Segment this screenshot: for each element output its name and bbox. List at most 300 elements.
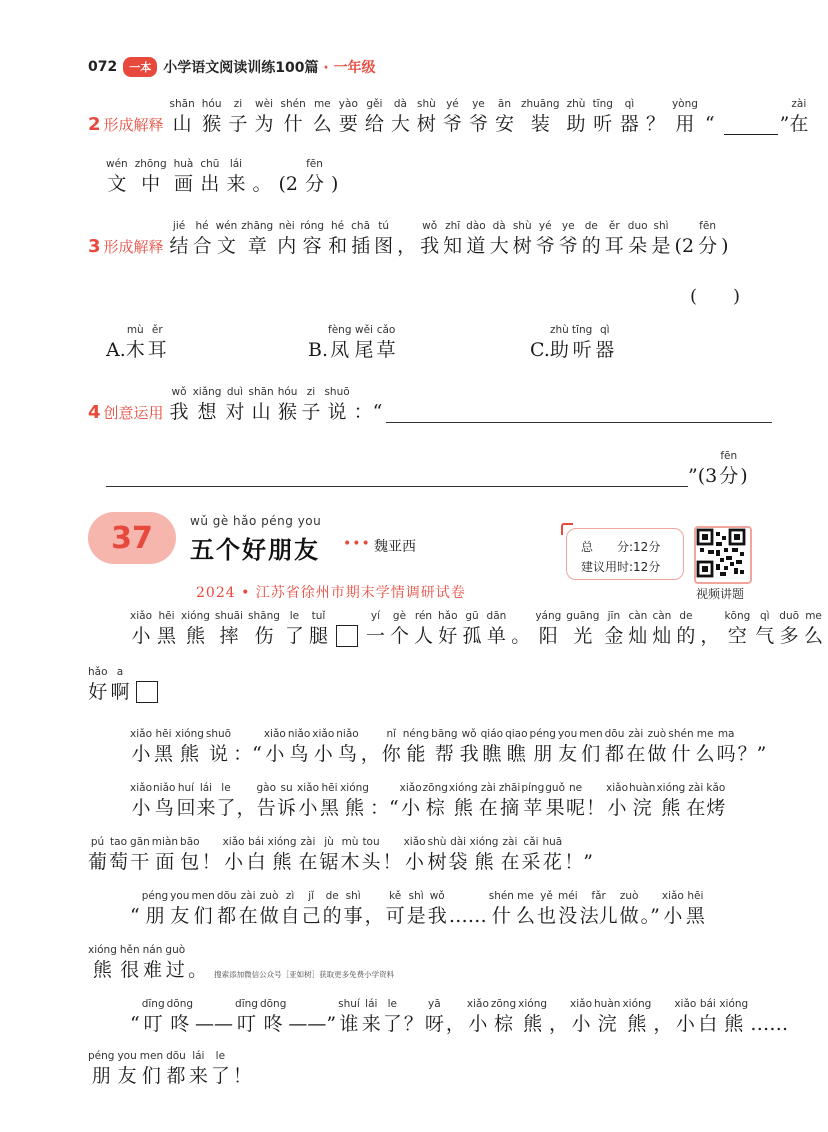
ruby-char [724, 608, 750, 648]
p5a-text [130, 996, 790, 1036]
exam-source: 2024 • 江苏省徐州市期末学情调研试卷 [196, 585, 466, 601]
hanzi: 装 [530, 113, 550, 135]
hanzi: 。” [640, 905, 660, 927]
ruby-char [354, 384, 383, 424]
pinyin: wǒ [422, 220, 438, 232]
ruby-char [675, 218, 695, 258]
pinyin: péng [141, 890, 169, 902]
hanzi: 结 [169, 235, 189, 257]
pinyin: dōng [166, 998, 194, 1010]
pinyin: jù [324, 836, 334, 848]
hanzi: 大 [489, 235, 509, 257]
pinyin: duō [779, 610, 800, 622]
ruby-char [804, 608, 823, 648]
total-score: 总 分:12分 [581, 540, 661, 554]
hanzi: 耳 [604, 235, 624, 257]
pinyin: róng [300, 220, 325, 232]
ruby-char [217, 888, 237, 928]
pinyin: nǐ [386, 728, 397, 740]
pinyin: xiǎo [130, 610, 152, 622]
pinyin: yé [446, 98, 459, 110]
hanzi: 花 [542, 851, 562, 873]
ruby-char [414, 608, 433, 648]
pinyin: méi [558, 890, 578, 902]
ruby-char [500, 834, 519, 874]
ruby-char [109, 834, 128, 874]
pinyin: shuō [205, 728, 232, 740]
ruby-char [195, 996, 233, 1036]
option-b-label: B. [308, 339, 329, 361]
hanzi: 合 [192, 235, 212, 257]
pinyin: zhāng [241, 220, 274, 232]
pinyin: hǎo [438, 610, 458, 622]
ruby-char [117, 1048, 136, 1088]
pinyin: wǒ [429, 890, 445, 902]
hanzi: ”(3 [688, 465, 718, 487]
pinyin: zuò [259, 890, 279, 902]
hanzi: ) [740, 465, 748, 487]
hanzi: 内 [277, 235, 297, 257]
ruby-char [511, 608, 530, 648]
pinyin: hēi [321, 782, 338, 794]
q4-tag-label: 创意运用 [103, 404, 164, 422]
ruby-char [374, 218, 393, 258]
ruby-char [391, 96, 410, 136]
pinyin: càn [652, 610, 672, 622]
pinyin: hé [195, 220, 209, 232]
ruby-char [518, 996, 547, 1036]
hanzi: 小 [571, 1013, 591, 1035]
ruby-char [628, 218, 648, 258]
ruby-char [130, 780, 152, 820]
pinyin: me [313, 98, 331, 110]
hanzi: 的 [676, 625, 696, 647]
ruby-char [470, 834, 499, 874]
ruby-char [582, 218, 601, 258]
pinyin: cǎo [376, 324, 396, 336]
ruby-char [279, 156, 299, 196]
pinyin: kǎo [706, 782, 726, 794]
hanzi: —— [195, 1013, 234, 1035]
hanzi: 么 [695, 743, 715, 765]
pinyin: shén [668, 728, 694, 740]
hanzi: 了 [382, 1013, 402, 1035]
pinyin: gān [130, 836, 150, 848]
hanzi: 猴 [202, 113, 222, 135]
hanzi: 们 [193, 905, 213, 927]
pinyin: dōu [166, 1050, 186, 1062]
pinyin: qì [599, 324, 610, 336]
pinyin: xiǎo [570, 998, 593, 1010]
pinyin: men [191, 890, 215, 902]
pinyin: fēn [699, 220, 716, 232]
hanzi: 朋 [145, 905, 165, 927]
ruby-char [652, 218, 671, 258]
hanzi: 文 [107, 173, 127, 195]
q4-tag [88, 384, 170, 422]
pinyin: ye [472, 98, 485, 110]
ruby-char [288, 996, 336, 1036]
ruby-char [717, 726, 736, 766]
pinyin: shì [345, 890, 361, 902]
ruby-char [365, 888, 384, 928]
ruby-char [652, 608, 671, 648]
ruby-char [672, 96, 698, 136]
ruby-char [277, 218, 296, 258]
hanzi: 朋 [91, 1065, 111, 1087]
ruby-char [165, 942, 185, 982]
hanzi: 采 [521, 851, 541, 873]
ruby-char [438, 608, 458, 648]
pinyin: wén [215, 220, 238, 232]
hanzi: 中 [141, 173, 161, 195]
q3-option-b[interactable] [308, 322, 399, 362]
hanzi: 熊 [185, 625, 205, 647]
ruby-char [130, 726, 152, 766]
pinyin: zài [688, 782, 704, 794]
pinyin: zài [480, 782, 496, 794]
ruby-char [202, 96, 222, 136]
ruby-char [390, 608, 409, 648]
option-a-text [126, 322, 170, 362]
hanzi: 熊 [627, 1013, 647, 1035]
ruby-char [248, 608, 280, 648]
p3a-text [130, 780, 726, 820]
pinyin: xióng [267, 836, 297, 848]
pinyin: xióng [469, 836, 499, 848]
hanzi: 分 [719, 465, 739, 487]
hanzi: 黑 [685, 905, 705, 927]
pinyin: mù [341, 836, 359, 848]
hanzi: 熊 [453, 797, 473, 819]
pinyin: dān [486, 610, 507, 622]
pinyin: shāng [248, 610, 280, 622]
pinyin: yào [338, 98, 358, 110]
ruby-char [252, 156, 271, 196]
pinyin: hǎo [88, 666, 108, 678]
p1a-text [130, 608, 828, 648]
hanzi: ， [364, 905, 384, 927]
ruby-char [676, 608, 695, 648]
ruby-char [344, 888, 363, 928]
ruby-char [490, 218, 509, 258]
qr-caption: 视频讲题 [696, 587, 745, 601]
option-a-label: A. [106, 339, 126, 361]
ruby-char [579, 726, 602, 766]
hanzi: 了 [216, 797, 236, 819]
pinyin: su [280, 782, 293, 794]
hanzi: ) [331, 173, 339, 195]
pinyin: wǒ [171, 386, 187, 398]
ruby-char [233, 726, 262, 766]
ruby-char [721, 218, 728, 258]
pinyin: guò [165, 944, 186, 956]
ruby-char [370, 780, 399, 820]
hanzi: 熊 [661, 797, 681, 819]
ruby-char [564, 834, 593, 874]
hanzi: 和 [328, 235, 348, 257]
pinyin: zōng [422, 782, 448, 794]
hanzi: 想 [197, 401, 217, 423]
pinyin: zì [285, 890, 295, 902]
pinyin: ne [568, 782, 583, 794]
hanzi: 金 [604, 625, 624, 647]
pinyin: zuò [647, 728, 667, 740]
ruby-char [193, 218, 212, 258]
pinyin: le [289, 610, 300, 622]
ruby-char [550, 322, 569, 362]
pinyin: yí [370, 610, 381, 622]
ruby-char [397, 218, 416, 258]
punctuation-answer-box[interactable] [333, 608, 361, 647]
ruby-char [647, 726, 666, 766]
pinyin: gè [392, 610, 407, 622]
ruby-char [382, 726, 401, 766]
passage-p5-line2 [88, 1048, 255, 1088]
hanzi: 凤 [330, 339, 350, 361]
pinyin: tīng [571, 324, 593, 336]
ruby-char [641, 888, 660, 928]
pinyin: qiáo [480, 728, 504, 740]
hanzi: 来 [226, 173, 246, 195]
hanzi: 过 [165, 959, 185, 981]
pinyin: péng [529, 728, 556, 740]
q3-line1-text [170, 218, 733, 258]
hanzi: 谁 [339, 1013, 359, 1035]
pinyin: néng [402, 728, 430, 740]
pinyin: zōng [490, 998, 517, 1010]
hanzi: ：“ [369, 797, 399, 819]
hanzi: 对 [225, 401, 245, 423]
ruby-char [545, 780, 565, 820]
hanzi: 熊 [474, 851, 494, 873]
hanzi: 助 [566, 113, 586, 135]
pinyin: yáng [535, 610, 562, 622]
pinyin: fēn [720, 450, 738, 462]
hanzi: 小 [265, 743, 285, 765]
pinyin: rén [414, 610, 433, 622]
ruby-char [656, 780, 685, 820]
hanzi: 知 [443, 235, 463, 257]
ruby-char [305, 156, 324, 196]
ruby-char [257, 780, 277, 820]
ruby-char [361, 726, 380, 766]
hanzi: 草 [376, 339, 396, 361]
pinyin: le [387, 998, 398, 1010]
ruby-char [339, 96, 358, 136]
hanzi: 友 [117, 1065, 137, 1087]
pinyin: gào [256, 782, 277, 794]
hanzi: 难 [143, 959, 163, 981]
hanzi: 黑 [320, 797, 340, 819]
pinyin: xiǎng [192, 386, 222, 398]
hanzi: 熊 [344, 797, 364, 819]
pinyin: xióng [719, 998, 749, 1010]
hanzi: 我 [420, 235, 440, 257]
hanzi: ！” [564, 851, 593, 873]
hanzi: 空 [727, 625, 747, 647]
passage-p3-line1 [130, 780, 726, 820]
hanzi: 黑 [157, 625, 177, 647]
q2-zai [789, 96, 808, 136]
q3-answer-paren[interactable]: ( ) [690, 286, 741, 307]
ruby-char [594, 996, 620, 1036]
hanzi: 袋 [448, 851, 468, 873]
ruby-char [170, 384, 189, 424]
pinyin: a [116, 666, 124, 678]
hanzi: 灿 [628, 625, 648, 647]
ruby-char [549, 996, 568, 1036]
hanzi: ， [236, 797, 256, 819]
ruby-char [130, 608, 152, 648]
pinyin: xiǎo [674, 998, 697, 1010]
hanzi: 是 [406, 905, 426, 927]
close-quote-text: ” [779, 113, 790, 135]
p1b-text [88, 664, 164, 704]
ruby-char [530, 726, 556, 766]
q4-line1-text [170, 384, 387, 424]
ruby-char [449, 834, 468, 874]
q4-line2 [106, 448, 750, 488]
hanzi: 大 [390, 113, 410, 135]
pinyin: xióng [181, 610, 210, 622]
hanzi: ：“ [353, 401, 383, 423]
ruby-char [706, 780, 725, 820]
hanzi: 插 [351, 235, 371, 257]
q3-tag [88, 218, 170, 256]
ruby-char [236, 780, 255, 820]
page-header [88, 57, 376, 77]
zai-char: 在 [789, 113, 809, 135]
q3-option-c[interactable] [530, 322, 617, 362]
hanzi: 好 [438, 625, 458, 647]
pinyin: zài [628, 728, 644, 740]
pinyin: xiǎo [312, 728, 335, 740]
hanzi: 。 [188, 959, 208, 981]
hanzi: 。 [511, 625, 531, 647]
ruby-char [521, 96, 560, 136]
pinyin: lái [199, 782, 213, 794]
ruby-char [521, 834, 540, 874]
hanzi: 己 [301, 905, 321, 927]
punctuation-answer-box[interactable] [133, 664, 161, 703]
ruby-char [106, 156, 128, 196]
ruby-char [216, 780, 235, 820]
p4a-text [130, 888, 707, 928]
hanzi: 都 [217, 905, 237, 927]
q3-option-a[interactable] [106, 322, 170, 362]
pinyin: lái [365, 998, 378, 1010]
ruby-char [174, 156, 194, 196]
ruby-char [466, 218, 486, 258]
hanzi: 来 [188, 1065, 208, 1087]
ruby-char [595, 322, 614, 362]
ruby-char [88, 1048, 114, 1088]
pinyin: xióng [656, 782, 686, 794]
pinyin: shuāi [214, 610, 244, 622]
ruby-char [196, 780, 215, 820]
ruby-char [135, 156, 167, 196]
hanzi: 苹 [523, 797, 543, 819]
qr-code-icon[interactable] [694, 526, 752, 584]
ruby-char [181, 608, 210, 648]
hanzi: 很 [120, 959, 140, 981]
q2-line2-text [106, 156, 345, 196]
pinyin: dà [492, 220, 506, 232]
hanzi: 面 [155, 851, 175, 873]
q4-answer-line-2[interactable] [106, 466, 688, 487]
passage-p1-line2 [88, 664, 164, 704]
ruby-char [285, 608, 304, 648]
ruby-char [662, 888, 684, 928]
ruby-char [239, 888, 258, 928]
hanzi: 在 [478, 797, 498, 819]
watermark-text: 搜索添加微信公众号［亚如树］获取更多免费小学资料 [214, 970, 395, 979]
q4-end-text [688, 448, 750, 488]
pinyin: ye [561, 220, 575, 232]
ruby-char [404, 834, 426, 874]
pinyin: bái [248, 836, 265, 848]
pinyin: yě [540, 890, 553, 902]
hanzi: 助 [549, 339, 569, 361]
ruby-char [148, 322, 167, 362]
ruby-char [362, 834, 381, 874]
hanzi: 帮 [434, 743, 454, 765]
q2-answer-blank[interactable] [724, 114, 778, 135]
hanzi: 我 [169, 401, 189, 423]
pinyin: chā [351, 220, 371, 232]
hanzi: 咚 [263, 1013, 283, 1035]
hanzi: 没 [558, 905, 578, 927]
ruby-char [449, 780, 478, 820]
q2-line1-text [170, 96, 722, 136]
ruby-char [425, 996, 444, 1036]
hanzi: 分 [698, 235, 718, 257]
hanzi: 们 [581, 743, 601, 765]
q4-number: 4 [88, 402, 101, 423]
hanzi: 熊 [179, 743, 199, 765]
hanzi: 们 [141, 1065, 161, 1087]
ruby-char [323, 888, 342, 928]
hanzi: 了 [284, 625, 304, 647]
q2-tag [88, 96, 170, 134]
hanzi: …… [448, 905, 487, 927]
hanzi: (2 [674, 235, 695, 257]
ruby-char [383, 996, 402, 1036]
pinyin: hé [331, 220, 345, 232]
hanzi: ， [360, 743, 380, 765]
q4-answer-line-1[interactable] [386, 402, 772, 423]
hanzi: 萄 [109, 851, 129, 873]
hanzi: 瞧 [482, 743, 502, 765]
hanzi: 我 [459, 743, 479, 765]
pinyin: dài [450, 836, 467, 848]
hanzi: 都 [166, 1065, 186, 1087]
ruby-char [604, 608, 623, 648]
ruby-char [686, 780, 705, 820]
hanzi: 听 [572, 339, 592, 361]
ruby-char [423, 780, 448, 820]
hanzi: ！ [232, 1065, 252, 1087]
ruby-char [449, 888, 487, 928]
ruby-char [288, 726, 310, 766]
ruby-char [428, 888, 447, 928]
ruby-char [593, 96, 613, 136]
ruby-char [340, 780, 369, 820]
ruby-char [469, 96, 488, 136]
ruby-char [566, 780, 585, 820]
pinyin: xióng [448, 782, 478, 794]
